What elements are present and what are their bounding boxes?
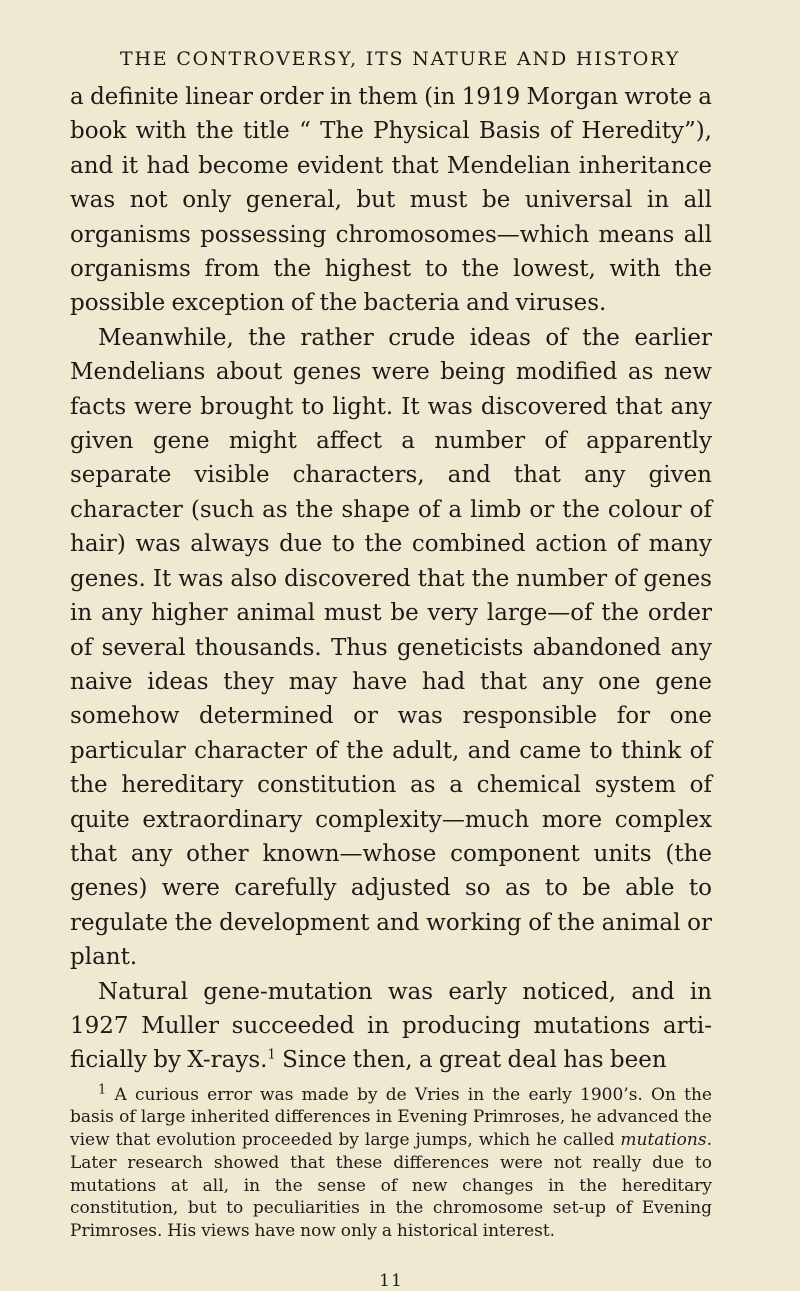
running-head: THE CONTROVERSY, ITS NATURE AND HISTORY bbox=[119, 48, 681, 70]
footnote bbox=[70, 1084, 712, 1243]
paragraph-3-text-a: Natural gene-mutation was early noticed, and in 1927 Muller succeeded in producing mutations arti-ficially by X-rays. bbox=[70, 978, 712, 1074]
footnote-marker-number: 1 bbox=[98, 1082, 107, 1098]
paragraph-2: Meanwhile, the rather crude ideas of the earlier Mendelians about genes were being modified as new facts were brought to light. It was discovered that any given gene might affect a number of apparently separate visible characters, and that any given character (such as the shape of a limb or the colour of hair) was always due to the combined action of many genes. It was also discovered that the number of genes in any higher animal must be very large—of the order of several thousands. Thus geneticists abandoned any naive ideas they may have had that any one gene somehow determined or was responsible for one particular character of the adult, and came to think of the hereditary constitution as a chemical system of quite extraordinary complexity—much more complex that any other known—whose component units (the genes) were carefully adjusted so as to be able to regulate the development and working of the animal or plant. bbox=[70, 324, 712, 971]
footnote-marker bbox=[70, 1082, 107, 1105]
footnote-text-b: . Later research showed that these differences were not really due to mutations at all, in the sense of new changes in the hereditary constitution, but to peculiarities in the chromosome set-up of Evening Primroses. His views have now only a historical interest. bbox=[70, 1130, 712, 1241]
page-number: 11 bbox=[379, 1270, 403, 1291]
paragraph-3 bbox=[70, 975, 712, 1078]
footnote-text-a: A curious error was made by de Vries in the early 1900’s. On the basis of large inherited differences in Evening Primroses, he advanced the view that evolution proceeded by large jumps, which he called bbox=[70, 1084, 712, 1151]
footnote-reference: 1 bbox=[267, 1047, 276, 1063]
paragraph-1: a definite linear order in them (in 1919 Morgan wrote a book with the title “ The Physical Basis of Heredity”), and it had become evident that Mendelian inheritance was not only general, but must be universal in all organisms possessing chromosomes—which means all organisms from the highest to the lowest, with the possible exception of the bacteria and viruses. bbox=[70, 84, 712, 317]
footnote-emphasis: mutations bbox=[620, 1130, 707, 1151]
body-text bbox=[70, 80, 712, 1078]
paragraph-3-text-b: Since then, a great deal has been bbox=[275, 1047, 667, 1074]
